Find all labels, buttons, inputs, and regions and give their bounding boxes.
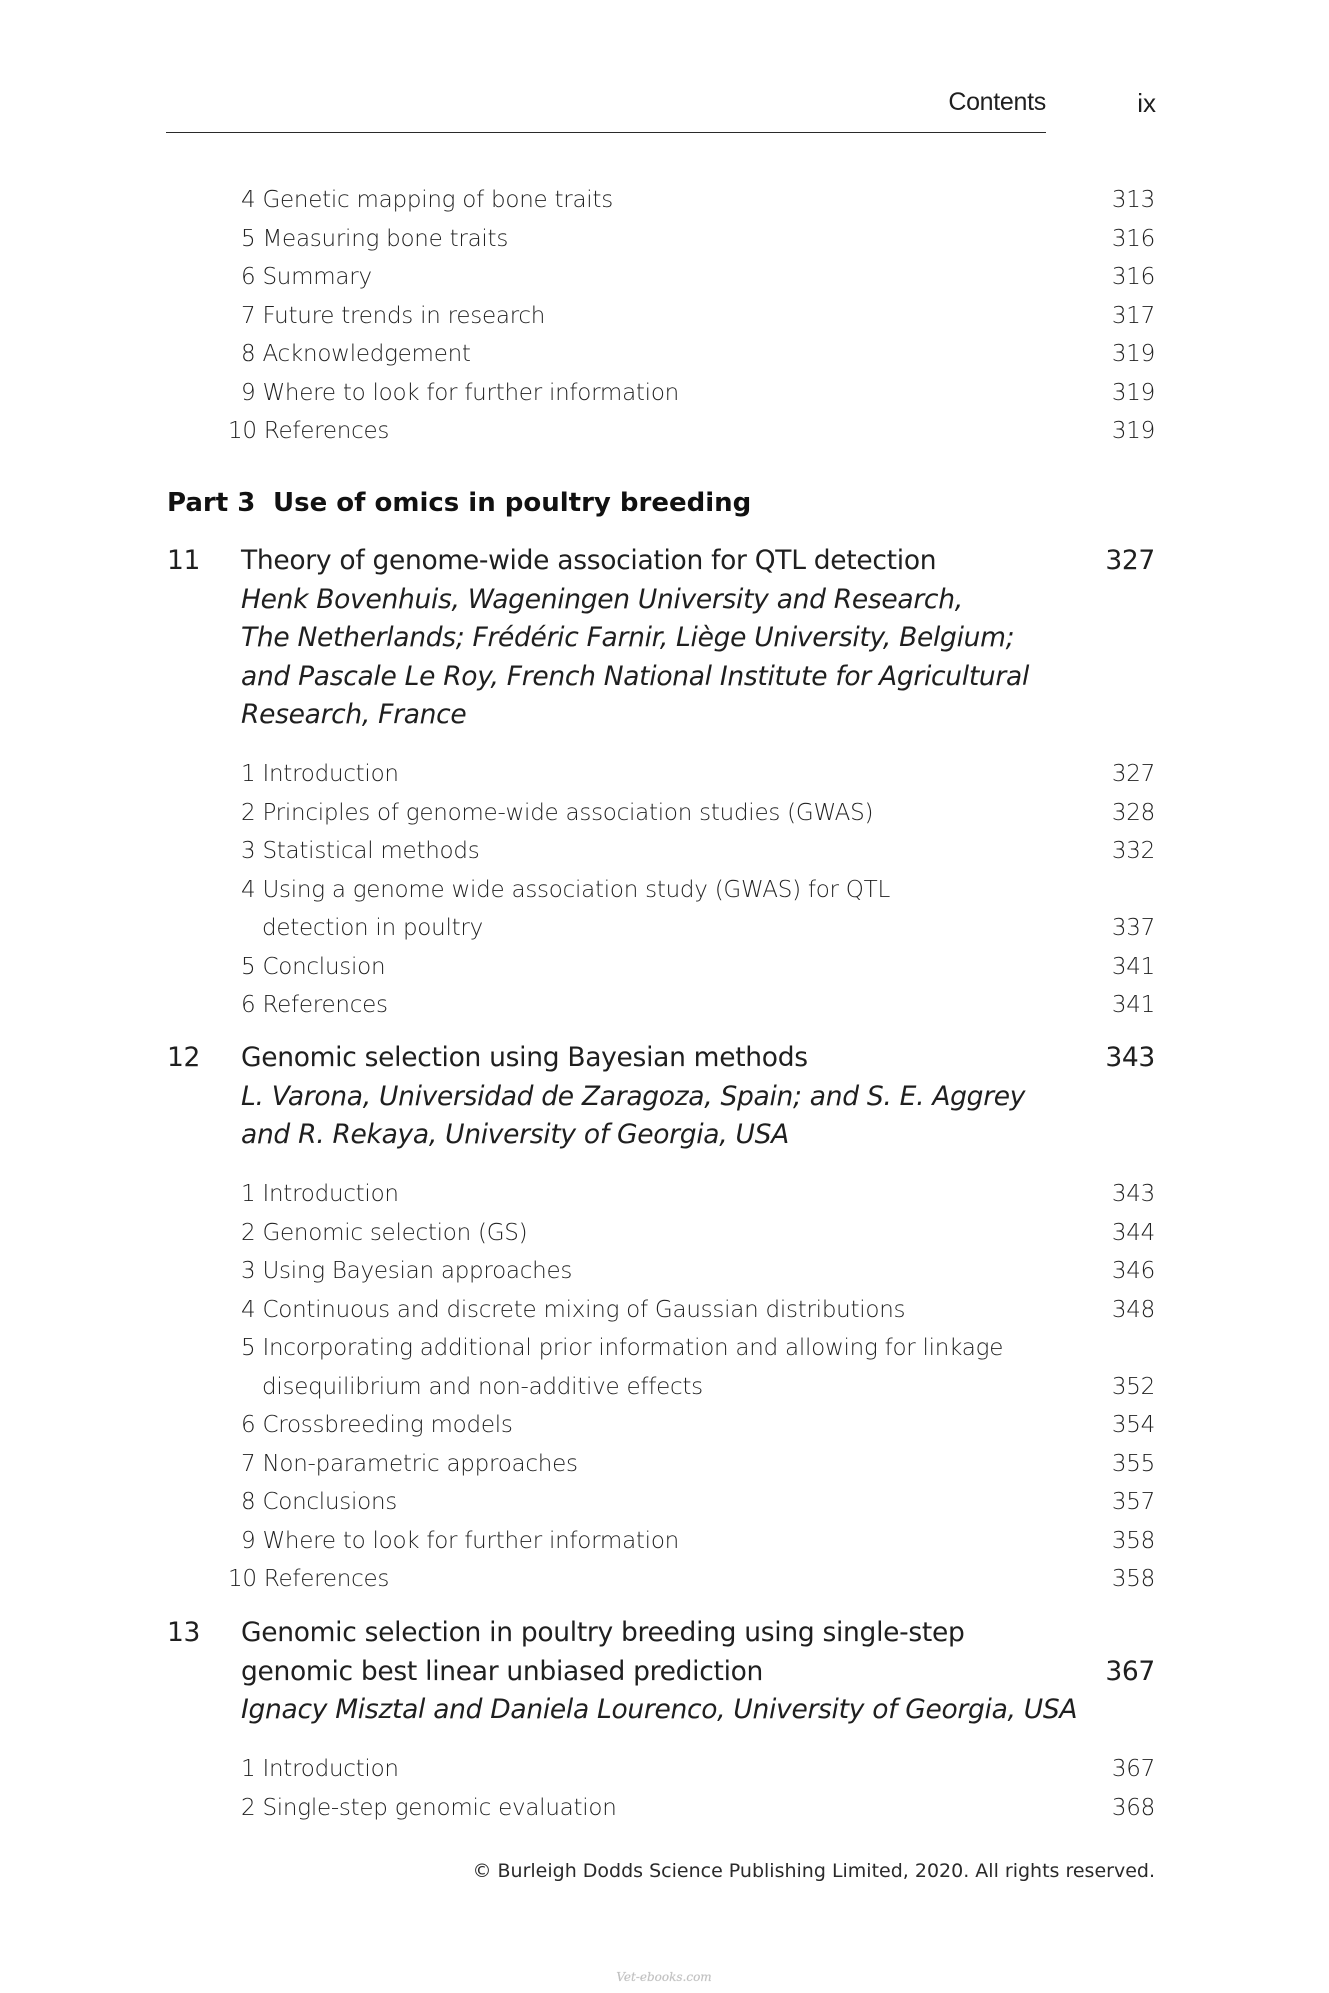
toc-section-page: 319: [1111, 418, 1155, 444]
toc-section-label: detection in poultry: [262, 915, 483, 941]
toc-section-label: 6 Crossbreeding models: [241, 1412, 513, 1438]
toc-section-label: 10 References: [228, 1566, 390, 1592]
toc-section-label: 4 Using a genome wide association study (GWAS) for QTL: [241, 876, 891, 903]
chapter-author: The Netherlands; Frédéric Farnir, Liège University, Belgium;: [241, 622, 1015, 653]
toc-section-page: 332: [1111, 838, 1155, 864]
toc-section-label: 2 Principles of genome-wide association studies (GWAS): [241, 799, 874, 826]
toc-section-label: 9 Where to look for further information: [241, 379, 679, 406]
chapter-author: Research, France: [241, 699, 467, 730]
chapter-page: 343: [1105, 1042, 1155, 1073]
chapter-number: 12: [167, 1042, 201, 1073]
toc-section-page: 319: [1111, 379, 1155, 406]
toc-section-page: 316: [1111, 225, 1155, 252]
toc-section-label: 5 Incorporating additional prior information and allowing for linkage: [241, 1335, 1004, 1361]
toc-section-label: 7 Non-parametric approaches: [241, 1450, 578, 1477]
page-number: ix: [1137, 88, 1156, 118]
part-label: Part 3: [167, 488, 256, 518]
chapter-author: Henk Bovenhuis, Wageningen University and Research,: [241, 583, 963, 615]
toc-section-label: 2 Single-step genomic evaluation: [241, 1794, 617, 1821]
toc-section-page: 346: [1111, 1258, 1155, 1284]
toc-section-page: 328: [1111, 799, 1155, 826]
toc-section-page: 337: [1111, 915, 1155, 941]
toc-section-page: 358: [1111, 1566, 1155, 1592]
toc-section-label: 10 References: [228, 418, 390, 444]
chapter-title: Theory of genome-wide association for QTL detection: [241, 545, 937, 576]
toc-section-page: 319: [1111, 341, 1155, 367]
part-title: Use of omics in poultry breeding: [273, 488, 752, 518]
toc-section-page: 313: [1111, 187, 1155, 213]
toc-section-label: 8 Acknowledgement: [241, 341, 471, 367]
toc-section-page: 341: [1111, 953, 1155, 980]
toc-section-label: 5 Conclusion: [241, 953, 386, 980]
copyright-notice: © Burleigh Dodds Science Publishing Limited, 2020. All rights reserved.: [472, 1860, 1155, 1882]
toc-section-label: 1 Introduction: [241, 761, 399, 787]
toc-section-label: disequilibrium and non-additive effects: [262, 1373, 703, 1400]
toc-section-label: 8 Conclusions: [241, 1489, 398, 1515]
toc-section-page: 357: [1111, 1489, 1155, 1515]
running-title: Contents: [948, 88, 1046, 116]
toc-section-page: 344: [1111, 1219, 1155, 1246]
toc-section-page: 354: [1111, 1412, 1155, 1438]
chapter-number: 13: [167, 1617, 201, 1648]
toc-section-label: 5 Measuring bone traits: [241, 225, 509, 252]
toc-section-page: 316: [1111, 264, 1155, 290]
toc-section-label: 6 References: [241, 992, 388, 1018]
toc-section-page: 355: [1111, 1450, 1155, 1477]
toc-section-page: 358: [1111, 1527, 1155, 1554]
toc-section-label: 3 Statistical methods: [241, 838, 480, 864]
toc-section-page: 343: [1111, 1181, 1155, 1207]
chapter-page: 367: [1105, 1655, 1155, 1687]
toc-section-label: 1 Introduction: [241, 1756, 399, 1782]
chapter-author: L. Varona, Universidad de Zaragoza, Spain; and S. E. Aggrey: [241, 1080, 1026, 1112]
toc-section-page: 367: [1111, 1756, 1155, 1782]
watermark-text: Vet-ebooks.com: [616, 1970, 712, 1984]
chapter-number: 11: [167, 545, 201, 576]
chapter-title: Genomic selection in poultry breeding using single-step: [241, 1617, 965, 1648]
header-rule: [166, 132, 1046, 133]
toc-section-label: 7 Future trends in research: [241, 302, 546, 329]
chapter-author: and R. Rekaya, University of Georgia, USA: [241, 1119, 789, 1150]
toc-section-label: 4 Continuous and discrete mixing of Gaussian distributions: [241, 1296, 906, 1323]
toc-section-label: 2 Genomic selection (GS): [241, 1219, 528, 1246]
toc-section-page: 348: [1111, 1296, 1155, 1323]
toc-section-page: 368: [1111, 1794, 1155, 1821]
chapter-page: 327: [1105, 545, 1155, 576]
running-head: [0, 88, 1329, 118]
chapter-title-continued: genomic best linear unbiased prediction: [241, 1655, 764, 1687]
toc-section-label: 4 Genetic mapping of bone traits: [241, 187, 613, 213]
toc-section-label: 1 Introduction: [241, 1181, 399, 1207]
toc-section-page: 341: [1111, 992, 1155, 1018]
toc-section-page: 352: [1111, 1373, 1155, 1400]
toc-section-page: 317: [1111, 302, 1155, 329]
chapter-author: Ignacy Misztal and Daniela Lourenco, University of Georgia, USA: [241, 1694, 1078, 1725]
chapter-author: and Pascale Le Roy, French National Institute for Agricultural: [241, 660, 1030, 692]
chapter-title: Genomic selection using Bayesian methods: [241, 1042, 808, 1073]
toc-section-label: 9 Where to look for further information: [241, 1527, 679, 1554]
part-heading: [167, 488, 751, 518]
toc-section-label: 3 Using Bayesian approaches: [241, 1258, 573, 1284]
toc-section-page: 327: [1111, 761, 1155, 787]
toc-section-label: 6 Summary: [241, 264, 372, 290]
watermark-logo: [614, 1966, 714, 1986]
